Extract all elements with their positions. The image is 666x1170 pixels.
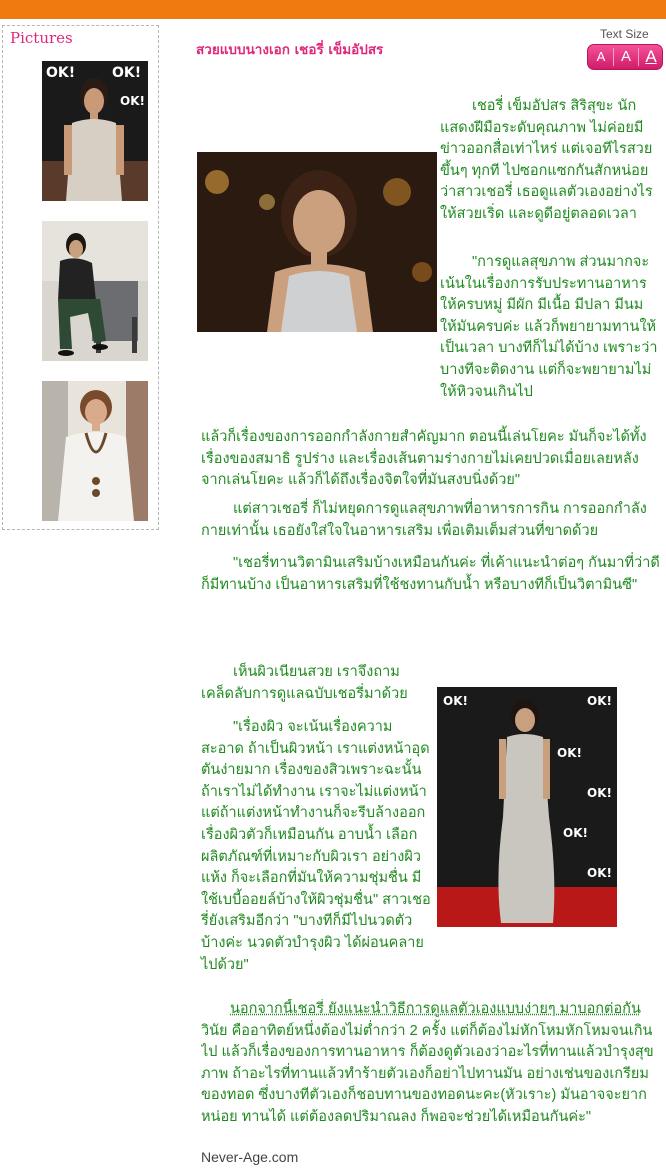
pictures-sidebar bbox=[2, 25, 159, 530]
svg-text:OK!: OK! bbox=[587, 786, 612, 800]
article-paragraph-3: แล้วก็เรื่องของการออกกำลังกายสำคัญมาก ตอนนี้เล่นโยคะ มันก็จะได้ทั้งเรื่องของสมาธิ รูปร่าง และเรื่องเส้นตามร่างกายไม่เคยปวดเมื่อยเลยหลังจากเล่นโยคะ แล้วก็ได้ถึงเรื่องจิตใจที่มันสงบนิ่งด้วย" bbox=[201, 429, 647, 489]
thumbnail-2[interactable] bbox=[42, 221, 148, 361]
article-inline-link[interactable]: นอกจากนี้เชอรี่ ยังแนะนำวิธีการดูแลตัวเองแบบง่ายๆ มาบอกต่อกัน bbox=[230, 1001, 641, 1017]
article-paragraph-6: เห็นผิวเนียนสวย เราจึงถามเคล็ดลับการดูแลฉบับเชอรี่มาด้วย bbox=[201, 664, 408, 702]
svg-text:OK!: OK! bbox=[587, 866, 612, 880]
text-size-small-button[interactable]: A bbox=[596, 49, 606, 64]
svg-text:OK!: OK! bbox=[563, 826, 588, 840]
svg-text:OK!: OK! bbox=[120, 94, 145, 108]
article-paragraph-1: เชอรี่ เข็มอัปสร สิริสุขะ นักแสดงฝีมือระดับคุณภาพ ไม่ค่อยมีข่าวออกสื่อเท่าไหร่ แต่เจอทีไรสวยขึ้นๆ ทุกที ไปซอกแซกกันสักหน่อย ว่าสาวเชอรี่ เธอดูแลตัวเองอย่างไร ให้สวยเริ่ด และดูดีอยู่ตลอดเวลา bbox=[440, 98, 653, 222]
article-paragraph-8-text: วินัย คืออาทิตย์หนึ่งต้องไม่ต่ำกว่า 2 ครั้ง แต่ก็ต้องไม่หักโหมหักโหมจนเกินไป แล้วก็เรื่องของการทานอาหาร ก็ต้องดูตัวเองว่าอะไรที่ทานแล้วบำรุงสุขภาพ ถ้าอะไรที่ทานแล้วทำร้ายตัวเองก็อย่าไปทานมัน อย่างเช่นของเกรียม ของทอด ซึ่งบางทีตัวเองก็ชอบทานของทอดนะคะ(หัวเราะ) มันอาจจะยากหน่อย ทานได้ แต่ต้องลดปริมาณลง ก็พอจะช่วยได้เหมือนกันค่ะ" bbox=[201, 1022, 654, 1125]
sidebar-title: Pictures bbox=[10, 29, 73, 47]
svg-text:OK!: OK! bbox=[443, 694, 468, 708]
article-photo-2 bbox=[437, 687, 617, 927]
svg-text:OK!: OK! bbox=[557, 746, 582, 760]
svg-text:OK!: OK! bbox=[587, 694, 612, 708]
article-paragraph-5: "เชอรี่ทานวิตามินเสริมบ้างเหมือนกันค่ะ ที่เค้าแนะนำต่อๆ กันมาที่ว่าดี ก็มีทานบ้าง เป็นอาหารเสริมที่ใช้ชงทานกับน้ำ หรือบางทีก็เป็นวิตามินซี" bbox=[201, 555, 660, 593]
thumbnail-1[interactable] bbox=[42, 61, 148, 201]
text-size-label: Text Size bbox=[600, 27, 649, 41]
article-paragraph-8 bbox=[201, 999, 661, 1137]
article-photo-1 bbox=[197, 152, 437, 332]
text-size-medium-button[interactable]: A bbox=[620, 48, 631, 65]
footer-site-name: Never-Age.com bbox=[201, 1149, 299, 1165]
text-size-button-group bbox=[587, 44, 663, 70]
svg-text:OK!: OK! bbox=[46, 65, 76, 81]
article-paragraph-2: "การดูแลสุขภาพ ส่วนมากจะเน้นในเรื่องการรับประทานอาหารให้ครบหมู่ มีผัก มีเนื้อ มีปลา มีนม ให้มันครบค่ะ แล้วก็พยายามทานให้เป็นเวลา บางทีก็ไม่ได้บ้าง เพราะว่าบางทีจะติดงาน แต่ก็จะพยายามไม่ให้หิวจนเกินไป bbox=[440, 254, 658, 400]
article-title: สวยแบบนางเอก เชอรี่ เข็มอัปสร bbox=[196, 42, 384, 58]
top-bar bbox=[0, 0, 666, 19]
article-paragraph-4: แต่สาวเชอรี่ ก็ไม่หยุดการดูแลสุขภาพที่อาหารการกิน การออกกำลังกายเท่านั้น เธอยังใส่ใจในอาหารเสริม เพื่อเติมเต็มส่วนที่ขาดด้วย bbox=[201, 501, 647, 539]
text-size-large-button[interactable]: A bbox=[645, 47, 657, 66]
svg-text:OK!: OK! bbox=[112, 65, 142, 81]
thumbnail-3[interactable] bbox=[42, 381, 148, 521]
article-paragraph-7: "เรื่องผิว จะเน้นเรื่องความสะอาด ถ้าเป็นผิวหน้า เราแต่งหน้าอุดตันง่ายมาก เรื่องของสิวเพราะฉะนั้น ถ้าเราไม่ได้ทำงาน เราจะไม่แต่งหน้า แต่ถ้าแต่งหน้าทำงานก็จะรีบล้างออก เรื่องผิวตัวก็เหมือนกัน อาบน้ำ เลือกผลิตภัณฑ์ที่เหมาะกับผิวเรา อย่างผิวแห้ง ก็จะเลือกที่มันให้ความชุ่มชื่น มีใช้เบบี้ออยล์บ้างให้ผิวชุ่มชื่น" สาวเชอรี่ยังเสริมอีกว่า "บางทีก็มีไปนวดตัวบ้างค่ะ นวดตัวบำรุงผิว ได้ผ่อนคลายไปด้วย" bbox=[201, 719, 431, 973]
text-size-control bbox=[586, 27, 664, 72]
